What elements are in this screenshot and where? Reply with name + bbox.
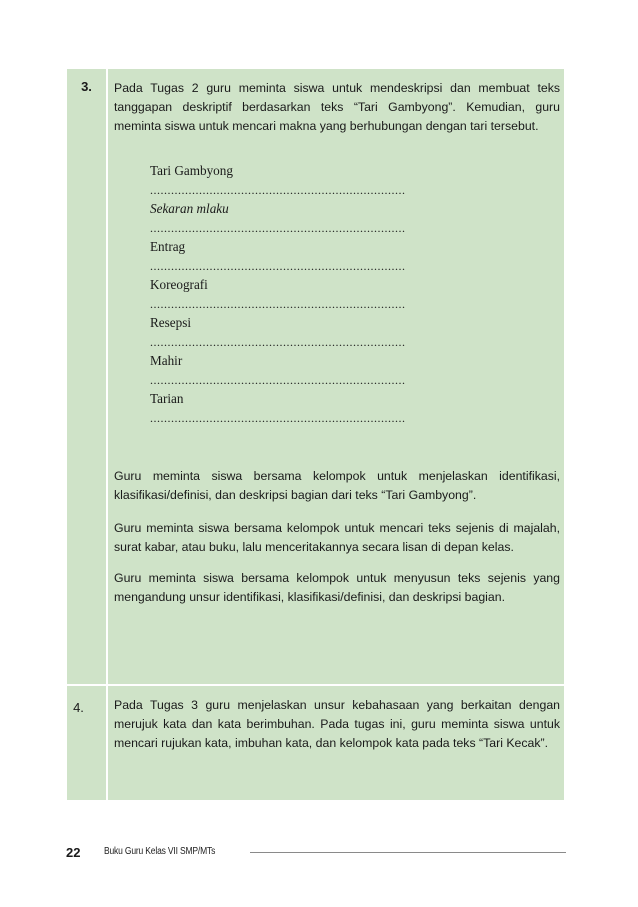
term-blank: .........................................................................: [150, 373, 406, 387]
term-word: Tarian: [150, 391, 184, 406]
term-word: Entrag: [150, 239, 186, 254]
table-row-3: [67, 69, 564, 684]
term-blank: .........................................................................: [150, 411, 406, 425]
row-number: 3.: [81, 79, 92, 94]
term-word: Tari Gambyong: [150, 163, 233, 178]
content-cell: [108, 686, 564, 800]
term-blank: .........................................................................: [150, 297, 406, 311]
term-list: [150, 161, 410, 427]
term-blank: .........................................................................: [150, 259, 406, 273]
term-word: Koreografi: [150, 277, 208, 292]
term-word: Mahir: [150, 353, 183, 368]
number-cell: [67, 69, 106, 684]
row-number: 4.: [73, 700, 84, 715]
activity-paragraph: Guru meminta siswa bersama kelompok untuk mencari teks sejenis di majalah, surat kabar, atau buku, lalu menceritakannya secara lisan di depan kelas.: [114, 521, 560, 554]
page-number: 22: [66, 845, 81, 860]
table-row-4: [67, 686, 564, 800]
term-word: Resepsi: [150, 315, 192, 330]
activity-paragraph: Guru meminta siswa bersama kelompok untuk menyusun teks sejenis yang mengandung unsur identifikasi, klasifikasi/definisi, dan deskripsi bagian.: [114, 571, 560, 604]
task-intro: Pada Tugas 2 guru meminta siswa untuk mendeskripsi dan membuat teks tanggapan deskriptif berdasarkan teks “Tari Gambyong”. Kemudian, guru meminta siswa untuk mencari makna yang berhubungan dengan tari tersebut.: [114, 81, 560, 133]
number-cell: [67, 686, 106, 800]
book-title: Buku Guru Kelas VII SMP/MTs: [104, 846, 216, 857]
term-word: Sekaran mlaku: [150, 201, 229, 216]
content-cell: [108, 69, 564, 684]
term-blank: .........................................................................: [150, 183, 406, 197]
task-intro: Pada Tugas 3 guru menjelaskan unsur kebahasaan yang berkaitan dengan merujuk kata dan kata berimbuhan. Pada tugas ini, guru meminta siswa untuk mencari rujukan kata, imbuhan kata, dan kelompok kata pada teks “Tari Kecak”.: [114, 698, 560, 750]
term-blank: .........................................................................: [150, 335, 406, 349]
term-blank: .........................................................................: [150, 221, 406, 235]
activity-paragraph: Guru meminta siswa bersama kelompok untuk menjelaskan identifikasi, klasifikasi/definisi, dan deskripsi bagian dari teks “Tari Gambyong”.: [114, 469, 560, 502]
footer-divider: [250, 852, 566, 853]
